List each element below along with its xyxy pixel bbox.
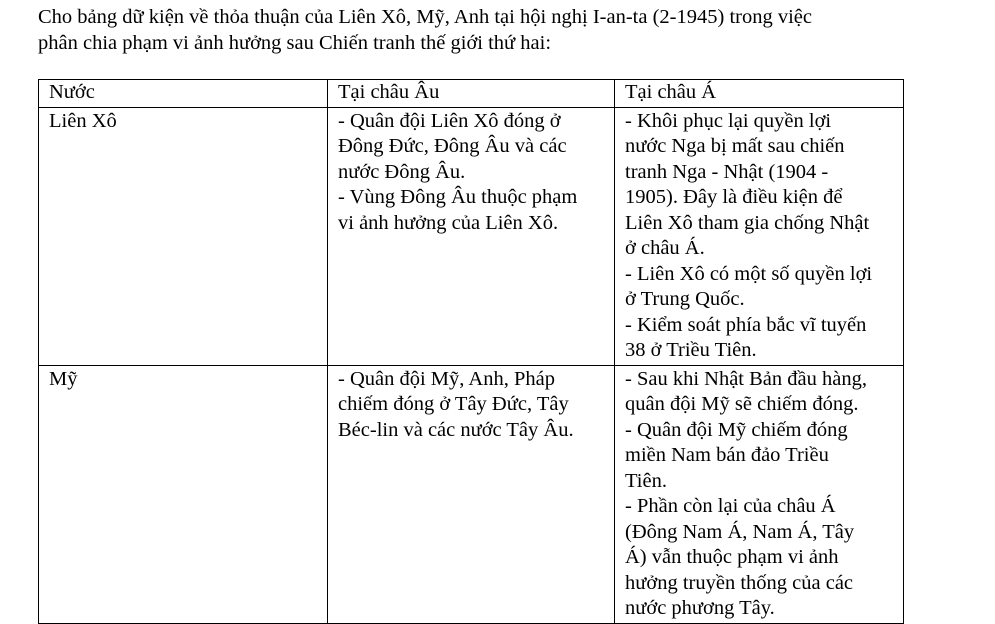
agreement-table: [38, 79, 904, 624]
cell-line: Béc-lin và các nước Tây Âu.: [338, 418, 574, 441]
cell-line: miền Nam bán đảo Triều: [625, 444, 829, 466]
header-europe: Tại châu Âu: [328, 80, 615, 108]
cell-asia-my: [615, 365, 904, 623]
table-row-lien-xo: [39, 107, 904, 365]
cell-line: 38 ở Triều Tiên.: [625, 339, 757, 361]
cell-line: Đông Đức, Đông Âu và các: [338, 135, 567, 157]
cell-line: - Quân đội Mỹ, Anh, Pháp: [338, 367, 555, 390]
cell-line: quân đội Mỹ sẽ chiếm đóng.: [625, 393, 859, 415]
cell-line: nước Nga bị mất sau chiến: [625, 135, 845, 157]
cell-line: ở châu Á.: [625, 237, 705, 259]
cell-line: vi ảnh hưởng của Liên Xô.: [338, 211, 559, 234]
cell-country-lien-xo: Liên Xô: [39, 107, 328, 365]
cell-line: Tiên.: [625, 469, 667, 492]
cell-line: - Quân đội Liên Xô đóng ở: [338, 109, 561, 132]
cell-line: (Đông Nam Á, Nam Á, Tây: [625, 520, 855, 543]
header-asia: Tại châu Á: [615, 80, 904, 108]
cell-line: nước Đông Âu.: [338, 160, 466, 183]
cell-line: Liên Xô tham gia chống Nhật: [625, 211, 870, 234]
cell-asia-lien-xo: [615, 107, 904, 365]
cell-line: - Liên Xô có một số quyền lợi: [625, 262, 873, 285]
cell-line: - Kiểm soát phía bắc vĩ tuyến: [625, 313, 867, 336]
cell-line: - Sau khi Nhật Bản đầu hàng,: [625, 367, 867, 390]
cell-line: nước phương Tây.: [625, 597, 775, 619]
table-row-my: [39, 365, 904, 623]
cell-line: hưởng truyền thống của các: [625, 571, 854, 594]
intro-line-2: phân chia phạm vi ảnh hưởng sau Chiến tranh thế giới thứ hai:: [38, 32, 552, 54]
cell-line: Á) vẫn thuộc phạm vi ảnh: [625, 546, 839, 568]
cell-line: - Phần còn lại của châu Á: [625, 495, 836, 517]
cell-line: chiếm đóng ở Tây Đức, Tây: [338, 393, 569, 415]
intro-paragraph: [38, 4, 938, 56]
table-header-row: [39, 80, 904, 108]
intro-line-1: Cho bảng dữ kiện về thỏa thuận của Liên Xô, Mỹ, Anh tại hội nghị I-an-ta (2-1945) trong việc: [38, 6, 812, 28]
cell-line: - Quân đội Mỹ chiếm đóng: [625, 418, 848, 441]
cell-line: 1905). Đây là điều kiện để: [625, 186, 843, 208]
cell-line: ở Trung Quốc.: [625, 288, 745, 310]
cell-country-my: Mỹ: [39, 365, 328, 623]
cell-line: - Vùng Đông Âu thuộc phạm: [338, 186, 578, 208]
cell-europe-my: [328, 365, 615, 623]
cell-line: - Khôi phục lại quyền lợi: [625, 109, 832, 132]
header-country: Nước: [39, 80, 328, 108]
cell-line: tranh Nga - Nhật (1904 -: [625, 160, 829, 183]
cell-europe-lien-xo: [328, 107, 615, 365]
